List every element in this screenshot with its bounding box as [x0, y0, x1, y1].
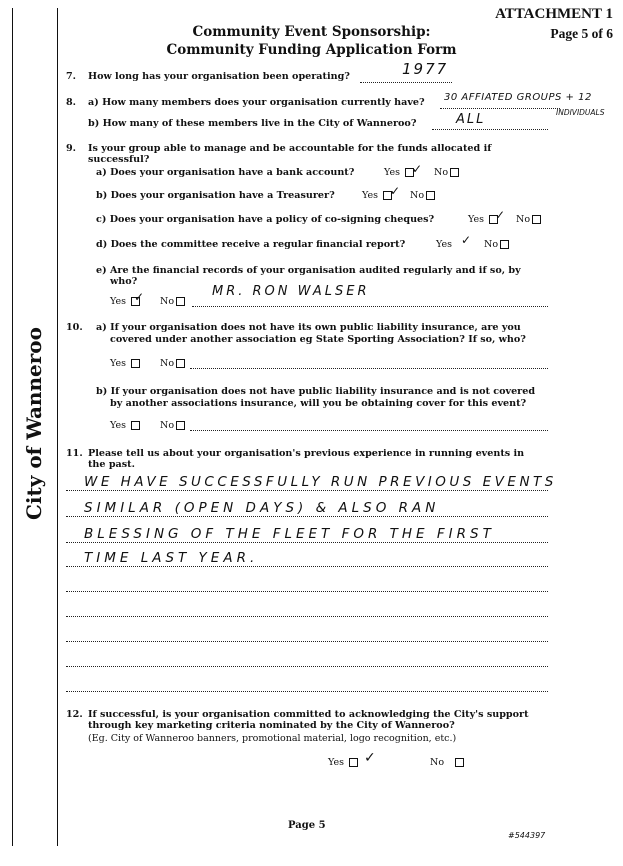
q11-line-3 [66, 542, 548, 543]
attachment-label: ATTACHMENT 1 [495, 6, 613, 22]
q11-line-8 [66, 666, 548, 667]
q10a-yes-checkbox[interactable] [131, 359, 140, 368]
q11-line-4 [66, 566, 548, 567]
sidebar-label: City of Wanneroo [22, 327, 46, 520]
q7-question: How long has your organisation been operating? [88, 71, 350, 82]
q9a-question: a) Does your organisation have a bank account? [96, 167, 355, 178]
q11-question-l2: the past. [88, 459, 135, 470]
q9d-yes-tick-icon: ✓ [461, 233, 472, 247]
q8a-question: a) How many members does your organisation currently have? [88, 97, 425, 108]
q9e-yes[interactable]: Yes [110, 296, 140, 307]
page-number: Page 5 [288, 820, 326, 831]
q9-question-l1: Is your group able to manage and be accountable for the funds allocated if [88, 143, 492, 154]
q7-answer-line [360, 82, 452, 83]
q10b-no[interactable]: No [160, 420, 185, 431]
q12-yes[interactable]: Yes [328, 757, 358, 768]
q9e-no-checkbox[interactable] [176, 297, 185, 306]
q11-answer-line-2: SIMILAR (OPEN DAYS) & ALSO RAN [84, 500, 440, 516]
q11-line-5 [66, 591, 548, 592]
q12-yes-checkbox[interactable] [349, 758, 358, 767]
q12-question-l1: If successful, is your organisation committed to acknowledging the City's support [88, 709, 529, 720]
q10b-question-l1: b) If your organisation does not have public liability insurance and is not covered [96, 386, 536, 397]
q12-yes-tick-icon: ✓ [364, 750, 376, 766]
q11-answer-line-1: WE HAVE SUCCESSFULLY RUN PREVIOUS EVENTS [84, 474, 557, 490]
q9b-no[interactable]: No [410, 190, 435, 201]
q12-no-checkbox[interactable] [455, 758, 464, 767]
q8a-answer: 30 AFFIATED GROUPS + 12 [444, 92, 592, 103]
q9b-question: b) Does your organisation have a Treasurer? [96, 190, 335, 201]
q9c-yes-tick-icon: ✓ [495, 208, 506, 222]
q8a-answer-line [440, 108, 560, 109]
q10b-yes[interactable]: Yes [110, 420, 140, 431]
q7-number: 7. [66, 71, 77, 82]
q11-question-l1: Please tell us about your organisation's previous experience in running events in [88, 448, 525, 459]
q9-question-l2: successful? [88, 154, 150, 165]
q7-answer: 1977 [402, 60, 449, 78]
q9b-no-checkbox[interactable] [426, 191, 435, 200]
q11-line-7 [66, 641, 548, 642]
q10a-question-l1: a) If your organisation does not have its own public liability insurance, are you [96, 322, 521, 333]
q9a-yes-tick-icon: ✓ [412, 162, 423, 176]
q10b-question-l2: by another associations insurance, will you be obtaining cover for this event? [110, 398, 527, 409]
q9e-answer-line [192, 306, 548, 307]
q9c-no-checkbox[interactable] [532, 215, 541, 224]
q11-number: 11. [66, 448, 83, 459]
q9e-question-l2: who? [110, 276, 138, 287]
q9d-no[interactable]: No [484, 239, 509, 250]
q10-number: 10. [66, 322, 83, 333]
q9a-yes[interactable]: Yes [384, 167, 414, 178]
page-of-label: Page 5 of 6 [550, 26, 613, 41]
q12-number: 12. [66, 709, 83, 720]
q10a-no-checkbox[interactable] [176, 359, 185, 368]
q11-line-6 [66, 616, 548, 617]
q9-number: 9. [66, 143, 77, 154]
q9c-no[interactable]: No [516, 214, 541, 225]
q10a-question-l2: covered under another association eg State Sporting Association? If so, who? [110, 334, 526, 345]
q9d-yes[interactable]: Yes [436, 239, 452, 250]
q9e-yes-tick-icon: ✓ [134, 290, 145, 304]
q11-answer-line-4: TIME LAST YEAR. [84, 550, 259, 566]
q8-number: 8. [66, 97, 77, 108]
q10a-no[interactable]: No [160, 358, 185, 369]
q11-line-2 [66, 516, 548, 517]
q9a-no-checkbox[interactable] [450, 168, 459, 177]
q9b-yes-tick-icon: ✓ [390, 184, 401, 198]
q9e-answer: MR. RON WALSER [212, 284, 370, 299]
q9d-question: d) Does the committee receive a regular financial report? [96, 239, 406, 250]
q12-no[interactable]: No [430, 757, 464, 768]
reference-number: #544397 [508, 831, 546, 840]
q8b-answer: ALL [456, 112, 486, 127]
q11-line-9 [66, 691, 548, 692]
q11-line-1 [66, 490, 548, 491]
q9d-no-checkbox[interactable] [500, 240, 509, 249]
q8b-question: b) How many of these members live in the City of Wanneroo? [88, 118, 417, 129]
q9e-question-l1: e) Are the financial records of your organisation audited regularly and if so, by [96, 265, 521, 276]
q11-answer-line-3: BLESSING OF THE FLEET FOR THE FIRST [84, 526, 495, 542]
q10b-yes-checkbox[interactable] [131, 421, 140, 430]
q9a-no[interactable]: No [434, 167, 459, 178]
form-title-line2: Community Funding Application Form [166, 42, 457, 58]
q10b-no-checkbox[interactable] [176, 421, 185, 430]
q8a-answer-cont: INDIVIDUALS [556, 108, 605, 117]
q9c-yes[interactable]: Yes [468, 214, 498, 225]
q10b-answer-line[interactable] [190, 430, 548, 431]
q9b-yes[interactable]: Yes [362, 190, 392, 201]
q9c-question: c) Does your organisation have a policy of co-signing cheques? [96, 214, 435, 225]
q12-question-l2: through key marketing criteria nominated by the City of Wanneroo? [88, 720, 455, 731]
q12-question-l3: (Eg. City of Wanneroo banners, promotional material, logo recognition, etc.) [88, 733, 457, 744]
form-title-line1: Community Event Sponsorship: [192, 24, 431, 40]
q9e-no[interactable]: No [160, 296, 185, 307]
q10a-yes[interactable]: Yes [110, 358, 140, 369]
q10a-answer-line[interactable] [190, 368, 548, 369]
q8b-answer-line [432, 129, 548, 130]
